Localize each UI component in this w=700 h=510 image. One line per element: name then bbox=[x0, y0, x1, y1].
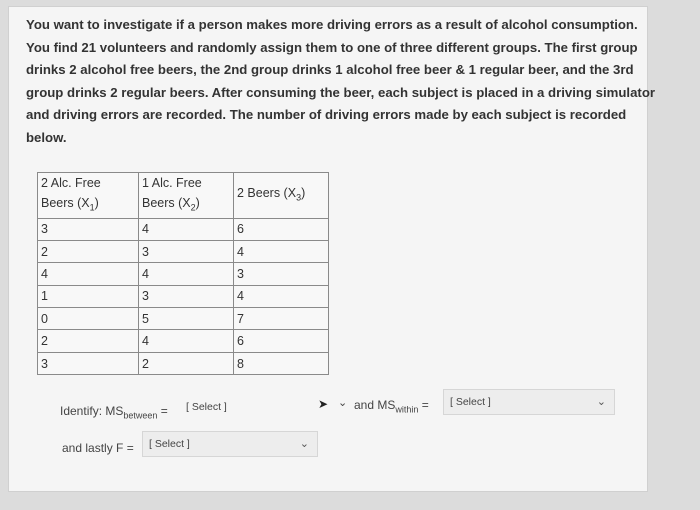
cell: 2 bbox=[38, 240, 139, 262]
mouse-cursor-icon: ➤ bbox=[318, 397, 329, 411]
table-row bbox=[38, 352, 329, 374]
chevron-down-icon: ⌄ bbox=[338, 397, 348, 409]
ms-within-label: and $MS_{within}$ = bbox=[354, 398, 429, 415]
cell: 8 bbox=[234, 352, 329, 374]
ms-between-label: Identify: $MS_{between}$ = bbox=[60, 404, 168, 421]
table-row bbox=[38, 330, 329, 352]
f-select-value: [ Select ] bbox=[149, 438, 190, 450]
cell: 6 bbox=[234, 218, 329, 240]
cell: 3 bbox=[38, 218, 139, 240]
cell: 4 bbox=[234, 240, 329, 262]
header-x1: 2 Alc. Free Beers $(X_1)$ bbox=[38, 173, 139, 219]
table-row bbox=[38, 263, 329, 285]
ms-between-select[interactable] bbox=[180, 395, 340, 421]
chevron-down-icon: ⌄ bbox=[299, 438, 309, 450]
cell: 4 bbox=[139, 218, 234, 240]
cell: 3 bbox=[38, 352, 139, 374]
cell: 4 bbox=[139, 330, 234, 352]
cell: 0 bbox=[38, 308, 139, 330]
header-x3: 2 Beers $(X_3)$ bbox=[234, 173, 329, 219]
cell: 4 bbox=[234, 285, 329, 307]
ms-within-select[interactable] bbox=[443, 389, 615, 415]
data-table bbox=[37, 172, 329, 375]
table-row bbox=[38, 218, 329, 240]
cell: 7 bbox=[234, 308, 329, 330]
cell: 3 bbox=[234, 263, 329, 285]
cell: 1 bbox=[38, 285, 139, 307]
cell: 4 bbox=[38, 263, 139, 285]
question-text: You want to investigate if a person makes more driving errors as a result of alcohol consumption. You find 21 volunteers and randomly assign them to one of three different groups. The first group drinks 2 alcohol free beers, the 2nd group drinks 1 alcohol free beer & 1 regular beer, and the 3rd group drinks 2 regular beers. After consuming the beer, each subject is placed in a driving simulator and driving errors are recorded. The number of driving errors made by each subject is recorded below. bbox=[26, 17, 656, 145]
table-row bbox=[38, 240, 329, 262]
chevron-down-icon: ⌄ bbox=[596, 396, 606, 408]
table-row bbox=[38, 285, 329, 307]
cell: 3 bbox=[139, 240, 234, 262]
header-x2: 1 Alc. Free Beers $(X_2)$ bbox=[139, 173, 234, 219]
cell: 5 bbox=[139, 308, 234, 330]
cell: 3 bbox=[139, 285, 234, 307]
cell: 4 bbox=[139, 263, 234, 285]
cell: 6 bbox=[234, 330, 329, 352]
cell: 2 bbox=[139, 352, 234, 374]
table-header-row bbox=[38, 173, 329, 219]
f-select[interactable] bbox=[142, 431, 318, 457]
ms-between-select-value: [ Select ] bbox=[186, 401, 227, 413]
ms-within-select-value: [ Select ] bbox=[450, 396, 491, 408]
cell: 2 bbox=[38, 330, 139, 352]
table-row bbox=[38, 308, 329, 330]
f-label: and lastly F = bbox=[62, 441, 134, 455]
